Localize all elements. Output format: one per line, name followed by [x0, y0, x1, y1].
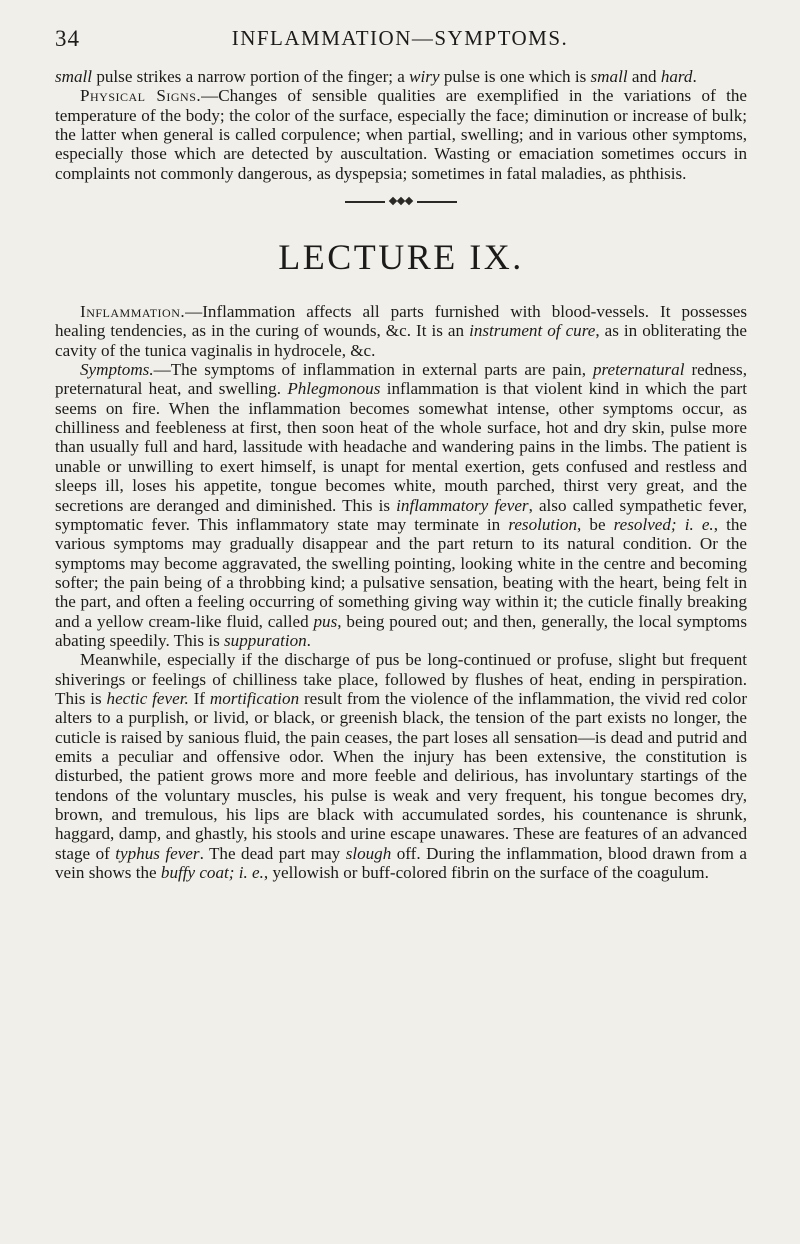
section-divider — [345, 197, 457, 207]
diamond-ornament-icon — [405, 197, 413, 205]
paragraph-symptoms: Symptoms.—The symptoms of inflammation in external parts are pain, preternatural redness, preternatural heat, and swelling. Phlegmonous inflammation is that violent kind in which the part seems on fire. When the inflammation becomes somewhat intense, other symptoms occur, as chilliness and feebleness at first, then soon heat of the whole surface, hot and dry skin, pulse more than usually full and hard, lassitude with headache and wandering pains in the limbs. The patient is unable or unwilling to exert himself, is unapt for mental exertion, gets confused and restless and sleeps ill, loses his appetite, tongue becomes white, mouth parched, thirst very great, and the secretions are deranged and diminished. This is inflammatory fever, also called sympathetic fever, symptomatic fever. This inflammatory state may terminate in resolution, be resolved; i. e., the various symptoms may gradually disappear and the part return to its natural condition. Or the symptoms may become aggravated, the swelling pointing, looking white in the centre and becoming softer; the pain being of a throbbing kind; a pulsative sensation, beating with the heart, being felt in the part, and often a feeling occurring of something giving way within it; the cuticle finally breaking and a yellow cream-like fluid, called pus, being poured out; and then, generally, the local symptoms abating speedily. This is suppuration. — [55, 360, 747, 650]
page-body — [55, 67, 747, 882]
physical-signs-heading: Physical Signs. — [80, 86, 202, 106]
paragraph-physical-signs: Physical Signs.—Changes of sensible qualities are exemplified in the variations of the temperature of the body; the color of the surface, especially the face; diminution or increase of bulk; the latter when general is called corpulence; when partial, swelling; and in various other symptoms, especially those which are detected by auscultation. Wasting or emaciation sometimes occurs in complaints not commonly dangerous, as dyspepsia; sometimes in fatal maladies, as phthisis. — [55, 86, 747, 183]
running-head — [55, 26, 745, 56]
running-title: INFLAMMATION—SYMPTOMS. — [231, 26, 569, 50]
inflammation-heading: Inflammation. — [80, 302, 186, 322]
lecture-title: LECTURE IX. — [278, 237, 524, 278]
paragraph-pulse: small pulse strikes a narrow portion of the finger; a wiry pulse is one which is small and hard. — [55, 67, 697, 86]
paragraph-hectic-fever: Meanwhile, especially if the discharge of pus be long-continued or profuse, slight but frequent shiverings or feelings of chilliness take place, followed by flushes of heat, ending in perspiration. This is hectic fever. If mortification result from the violence of the inflammation, the vivid red color alters to a purplish, or livid, or black, or greenish black, the tension of the part exists no longer, the cuticle is raised by sanious fluid, the pain ceases, the part loses all sensation—is dead and putrid and emits a peculiar and offensive odor. When the injury has been extensive, the constitution is disturbed, the patient grows more and more feeble and delirious, has involuntary startings of the tendons of the voluntary muscles, his pulse is weak and very frequent, his tongue becomes dry, brown, and tremulous, his lips are black with accumulated sordes, his countenance is shrunk, haggard, damp, and ghastly, his stools and urine escape unawares. These are features of an advanced stage of typhus fever. The dead part may slough off. During the inflammation, blood drawn from a vein shows the buffy coat; i. e., yellowish or buff-colored fibrin on the surface of the coagulum. — [55, 650, 748, 883]
symptoms-heading: Symptoms. — [80, 360, 154, 380]
paragraph-inflammation: Inflammation.—Inflammation affects all parts furnished with blood-vessels. It possesses healing tendencies, as in the curing of wounds, &c. It is an instrument of cure, as in obliterating the cavity of the tunica vaginalis in hydrocele, &c. — [55, 302, 747, 360]
page-number: 34 — [55, 26, 80, 51]
